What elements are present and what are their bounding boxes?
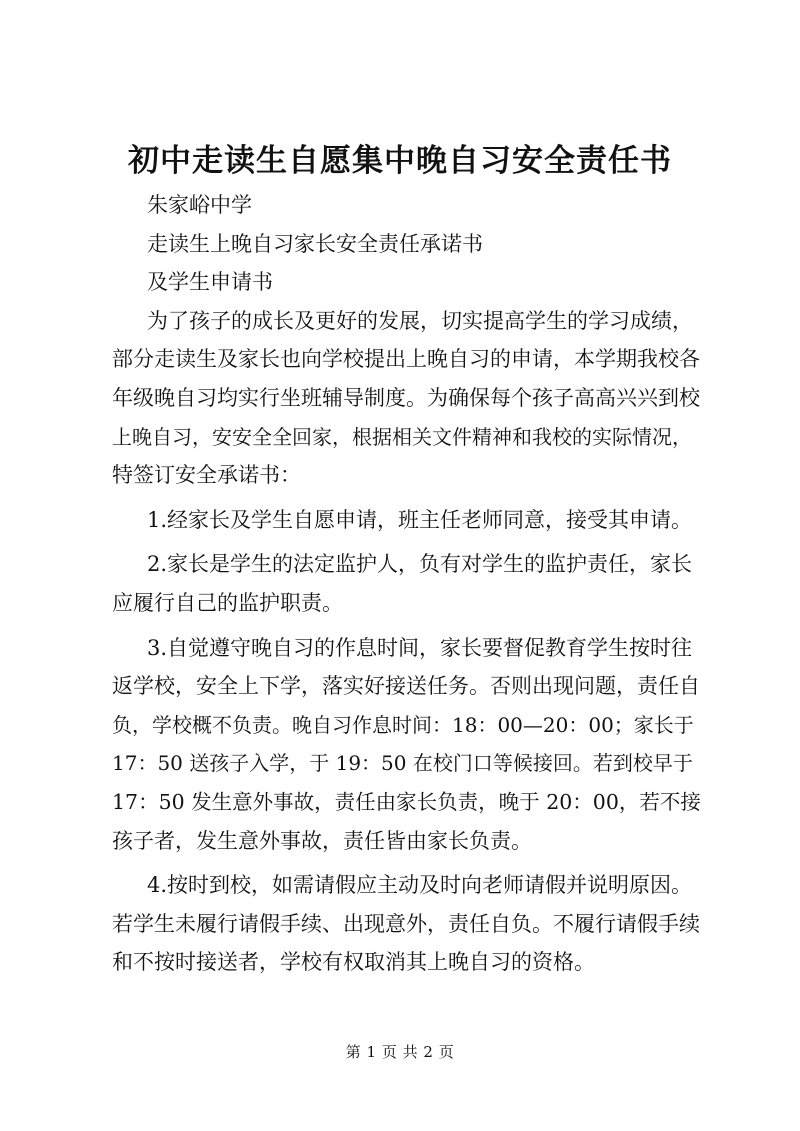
page-number-footer: 第 1 页 共 2 页 (345, 1043, 455, 1061)
item-3: 3.自觉遵守晚自习的作息时间，家长要督促教育学生按时往 (147, 635, 693, 660)
text-line: 部分走读生及家长也向学校提出上晚自习的申请，本学期我校各 (112, 347, 700, 372)
text-line: 返学校，安全上下学，落实好接送任务。否则出现问题，责任自 (112, 674, 700, 699)
page-title: 初中走读生自愿集中晚自习安全责任书 (128, 143, 672, 179)
text-line: 17：50 送孩子入学，于 19：50 在校门口等候接回。若到校早于 (112, 751, 693, 776)
text-line: 孩子者，发生意外事故，责任皆由家长负责。 (112, 828, 532, 853)
item-1: 1.经家长及学生自愿申请，班主任老师同意，接受其申请。 (147, 507, 693, 532)
text-line: 应履行自己的监护职责。 (112, 590, 343, 615)
item-4: 4.按时到校，如需请假应主动及时向老师请假并说明原因。 (147, 873, 693, 898)
text-line: 若学生未履行请假手续、出现意外，责任自负。不履行请假手续 (112, 911, 700, 936)
text-line: 特签订安全承诺书： (112, 463, 301, 488)
text-line: 及学生申请书 (147, 270, 273, 295)
paragraph-start: 为了孩子的成长及更好的发展，切实提高学生的学习成绩， (147, 308, 693, 333)
text-line: 17：50 发生意外事故，责任由家长负责，晚于 20：00，若不接 (112, 789, 701, 814)
text-line: 朱家峪中学 (147, 193, 252, 217)
text-line: 走读生上晚自习家长安全责任承诺书 (147, 231, 483, 256)
text-line: 负，学校概不负责。晚自习作息时间：18：00—20：00；家长于 (112, 712, 694, 737)
document-body (112, 186, 704, 982)
text-line: 年级晚自习均实行坐班辅导制度。为确保每个孩子高高兴兴到校 (112, 385, 700, 410)
text-line: 和不按时接送者，学校有权取消其上晚自习的资格。 (112, 950, 595, 975)
text-line: 上晚自习，安安全全回家，根据相关文件精神和我校的实际情况， (112, 424, 692, 449)
item-2: 2.家长是学生的法定监护人，负有对学生的监护责任，家长 (147, 552, 693, 577)
